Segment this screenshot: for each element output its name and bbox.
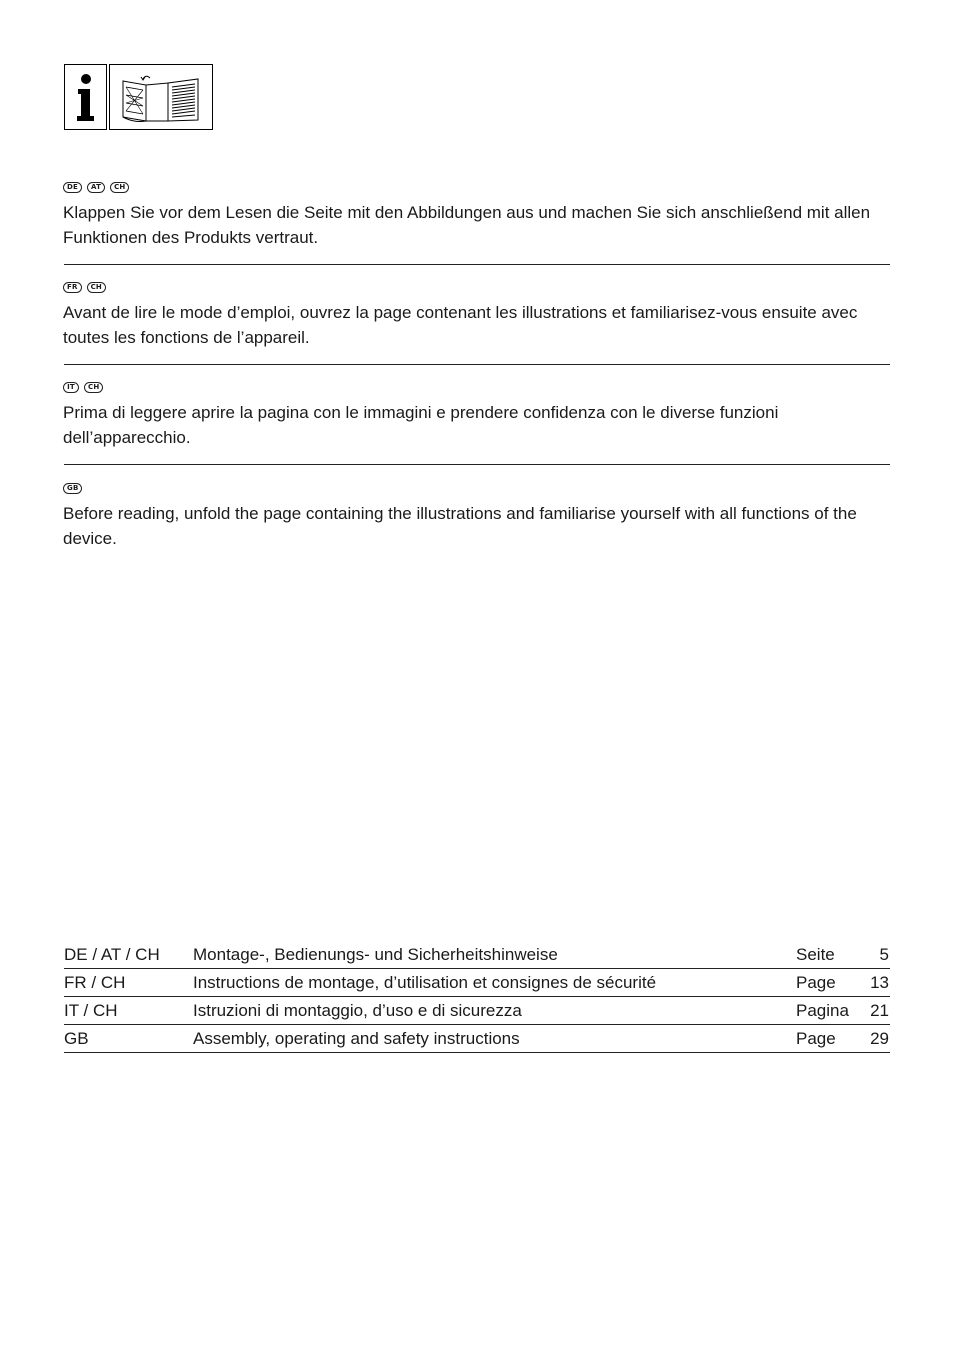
section-gb [63, 481, 890, 551]
toc-page-number: 29 [870, 1029, 889, 1048]
country-badge-gb: GB [63, 483, 82, 494]
country-badge-ch: CH [110, 182, 129, 193]
country-badges [63, 481, 890, 495]
country-badge-at: AT [87, 182, 105, 193]
toc-page-number: 21 [870, 1001, 889, 1020]
toc-title: Instructions de montage, d’utilisation et consignes de sécurité [193, 973, 657, 992]
instruction-text-it: Prima di leggere aprire la pagina con le immagini e prendere confidenza con le diverse funzioni dell’apparecchio. [63, 403, 779, 447]
country-badges [63, 180, 890, 194]
toc-row-gb[interactable] [64, 1026, 890, 1053]
country-badges [63, 280, 890, 294]
toc-title: Istruzioni di montaggio, d’uso e di sicurezza [193, 1001, 522, 1020]
toc-language: GB [64, 1029, 89, 1048]
country-badge-ch: CH [84, 382, 103, 393]
toc-language: IT / CH [64, 1001, 118, 1020]
country-badge-it: IT [63, 382, 79, 393]
toc-page-number: 13 [870, 973, 889, 992]
section-fr-ch [63, 280, 890, 350]
toc-language: FR / CH [64, 973, 126, 992]
section-divider [64, 264, 890, 265]
toc-page-number: 5 [879, 945, 889, 964]
section-it-ch [63, 380, 890, 450]
country-badge-de: DE [63, 182, 82, 193]
instruction-text-de: Klappen Sie vor dem Lesen die Seite mit den Abbildungen aus und machen Sie sich anschließend mit allen Funktionen des Produkts vertraut. [63, 203, 871, 247]
country-badge-fr: FR [63, 282, 82, 293]
section-divider [64, 364, 890, 365]
table-of-contents [64, 942, 890, 1054]
header-pictograms [64, 64, 213, 130]
toc-page-label: Page [796, 1029, 836, 1048]
unfold-page-icon [109, 64, 213, 130]
toc-page-label: Page [796, 973, 836, 992]
toc-title: Montage-, Bedienungs- und Sicherheitshinweise [193, 945, 558, 964]
toc-page-label: Seite [796, 945, 835, 964]
section-de-at-ch [63, 180, 890, 250]
info-icon [64, 64, 107, 130]
country-badge-ch: CH [87, 282, 106, 293]
toc-title: Assembly, operating and safety instructions [193, 1029, 520, 1048]
section-divider [64, 464, 890, 465]
instruction-text-fr: Avant de lire le mode d’emploi, ouvrez la page contenant les illustrations et familiarisez-vous ensuite avec toutes les fonctions de l’appareil. [63, 303, 858, 347]
toc-row-de[interactable] [64, 942, 890, 969]
toc-row-fr[interactable] [64, 970, 890, 997]
instruction-text-gb: Before reading, unfold the page containing the illustrations and familiarise yourself with all functions of the device. [63, 504, 857, 548]
toc-page-label: Pagina [796, 1001, 849, 1020]
toc-language: DE / AT / CH [64, 945, 160, 964]
toc-row-it[interactable] [64, 998, 890, 1025]
country-badges [63, 380, 890, 394]
